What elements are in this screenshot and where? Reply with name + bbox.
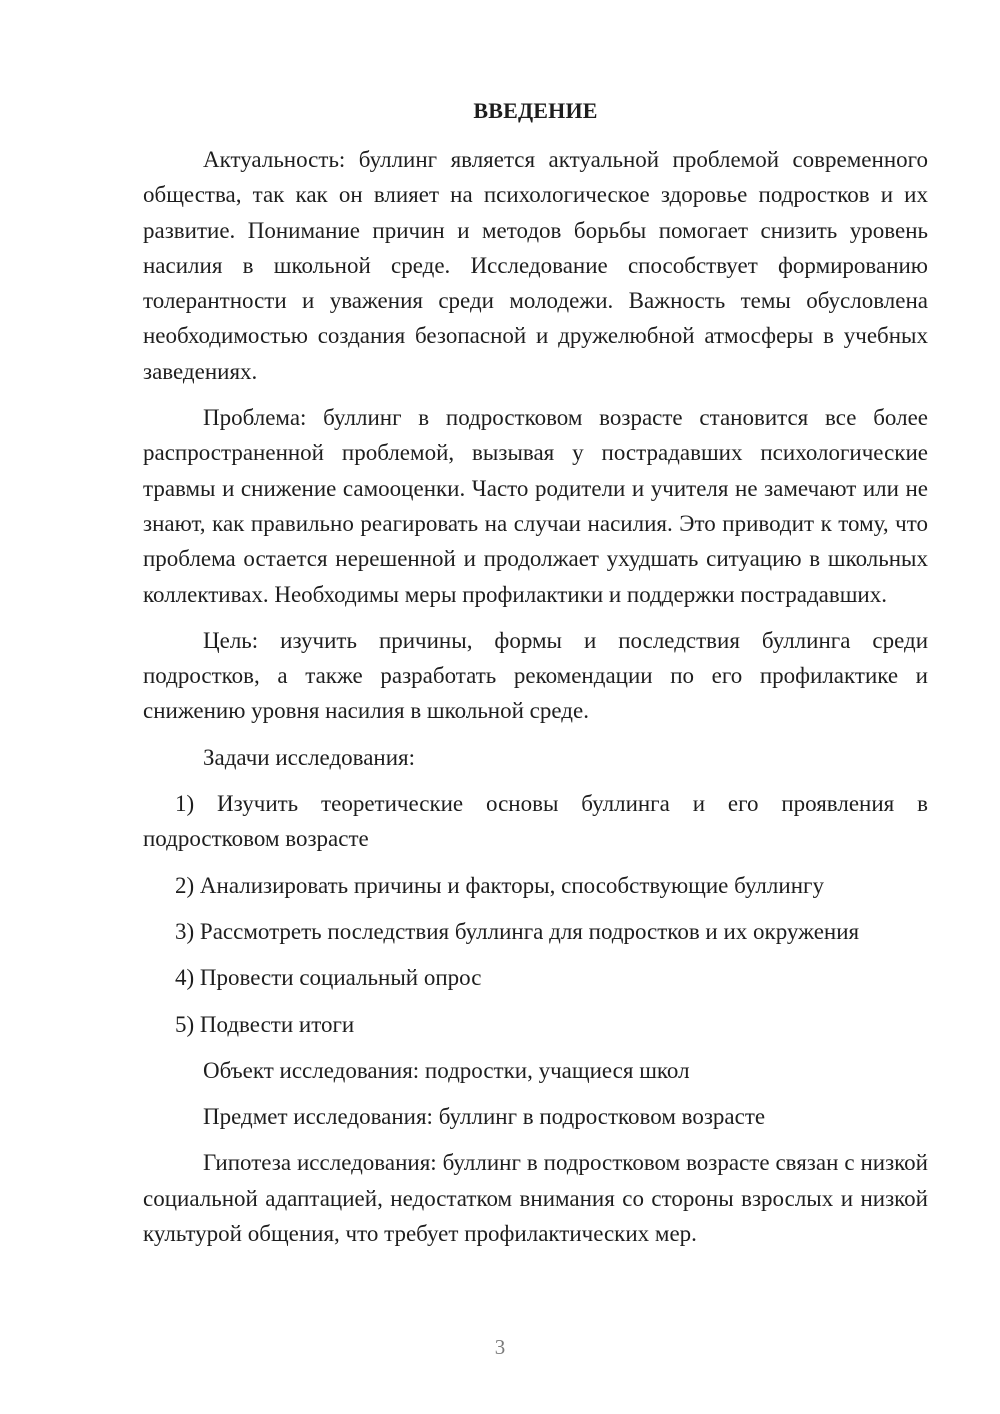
paragraph-subject: Предмет исследования: буллинг в подростковом возрасте [203,1104,766,1130]
paragraph-object: Объект исследования: подростки, учащиеся школ [203,1057,690,1083]
paragraph-problem: Проблема: буллинг в подростковом возрасте становится все более распространенной проблемой, вызывая у пострадавших психологические травмы и снижение самооценки. Часто родители и учителя не замечают или не знают, как правильно реагировать на случаи насилия. Это приводит к тому, что проблема остается нерешенной и продолжает ухудшать ситуацию в школьных коллективах. Необходимы меры профилактики и поддержки пострадавших. [143,405,928,607]
page-number: 3 [494,1335,506,1359]
task-item-5: 5) Подвести итоги [175,1011,355,1037]
tasks-heading: Задачи исследования: [203,744,416,770]
task-item-3: 3) Рассмотреть последствия буллинга для подростков и их окружения [175,918,860,944]
paragraph-hypothesis: Гипотеза исследования: буллинг в подростковом возрасте связан с низкой социальной адаптацией, недостатком внимания со стороны взрослых и низкой культурой общения, что требует профилактических мер. [143,1150,928,1247]
task-item-2: 2) Анализировать причины и факторы, способствующие буллингу [175,872,824,898]
paragraph-goal: Цель: изучить причины, формы и последствия буллинга среди подростков, а также разработать рекомендации по его профилактике и снижению уровня насилия в школьной среде. [143,627,928,724]
document-body [143,142,928,1262]
paragraph-relevance: Актуальность: буллинг является актуальной проблемой современного общества, так как он влияет на психологическое здоровье подростков и их развитие. Понимание причин и методов борьбы помогает снизить уровень насилия в школьной среде. Исследование способствует формированию толерантности и уважения среди молодежи. Важность темы обусловлена необходимостью создания безопасной и дружелюбной атмосферы в учебных заведениях. [143,147,928,384]
task-item-1: 1) Изучить теоретические основы буллинга и его проявления в подростковом возрасте [143,791,928,852]
task-item-4: 4) Провести социальный опрос [175,965,482,991]
page-title: ВВЕДЕНИЕ [473,98,598,123]
